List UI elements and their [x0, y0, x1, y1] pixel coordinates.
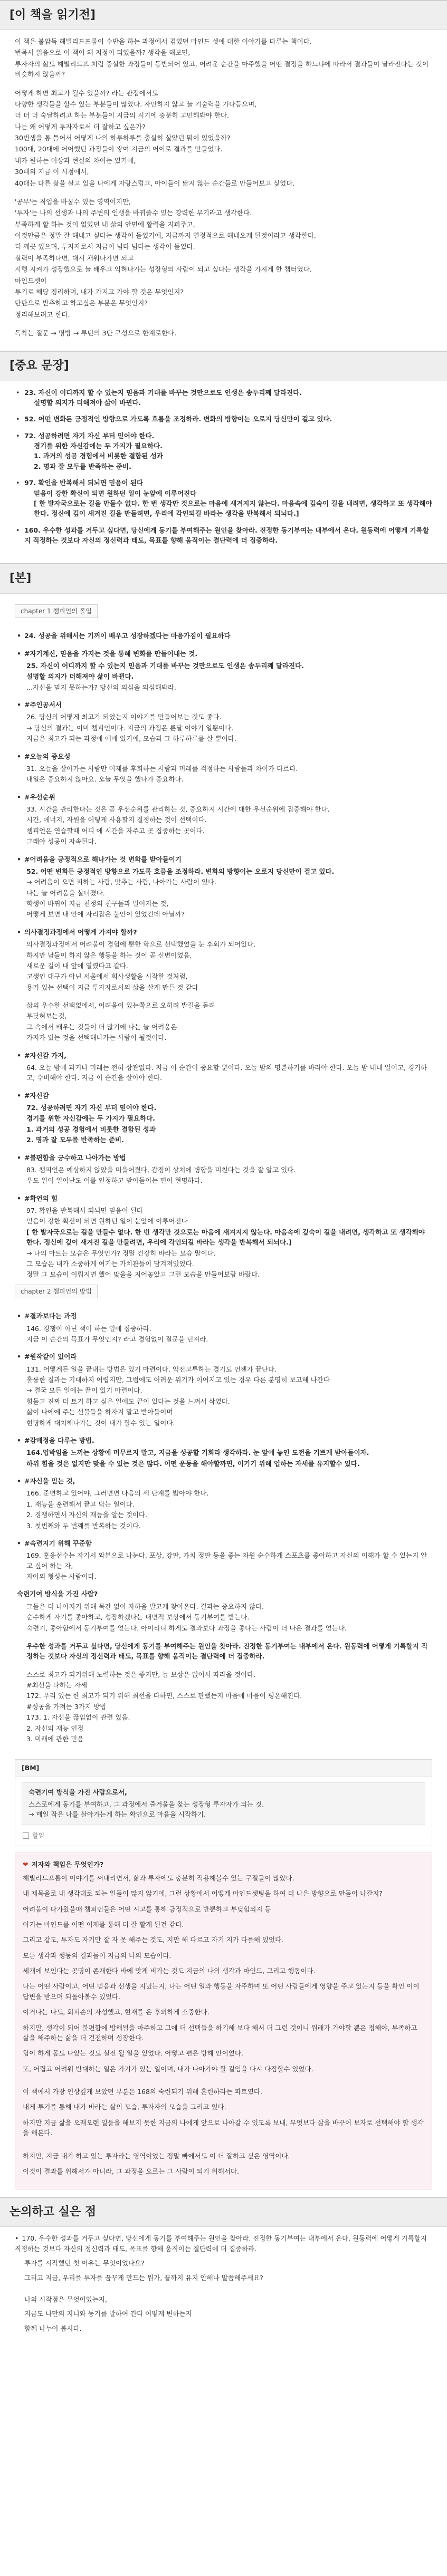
paragraph-gap: [15, 81, 432, 88]
topic-line: 97. 확인을 반복해서 되뇌면 믿음이 된다: [26, 1207, 143, 1214]
topic-line: 하지만 남들이 하지 않은 행동을 하는 것이 곧 신변이었음,: [26, 951, 192, 959]
topic-line: 72. 성공하려면 자기 자신 부터 믿어야 한다.: [26, 1104, 157, 1112]
intro-paragraph: 마인드셋이: [15, 276, 47, 285]
topic-heading: [17, 1538, 432, 1548]
intro-paragraph: 이 책은 불암독 해빌리드프롬이 수반을 하는 과정에서 겪었던 마인드 셋에 대한 이야기를 다루는 책이다.: [15, 37, 312, 46]
topic-line: 정말 그 모습이 이뤄지면 했어 맞을을 지어놓았고 그런 모습을 만들어보람 바랐다.: [26, 1270, 260, 1279]
topic-heading-text: #자기계신, 믿음을 가지는 것을 통해 변화를 만들어내는 것.: [24, 649, 198, 658]
key-sentence-sub: 설명할 의지가 더해져야 삶이 바뀐다.: [34, 398, 141, 407]
intro-paragraph: 시행 지켜가 성장했으로 늘 배우고 익혀나가는 성장형의 사람이 되고 싶다는 생각을 가지게 한 챕터였다.: [15, 265, 312, 274]
topic-line: 31. 오늘을 살아가는 사람만 어제를 후회하는 시람과 미래를 걱정하는 사람들과 차이가 다르다.: [26, 764, 298, 773]
topic-line: 164.업박임을 느끼는 상황에 머무르지 말고, 지금을 성공할 기회라 생각하라. 눈 앞에 놓인 도전을 기쁘게 받아들이자.: [26, 1449, 369, 1457]
intro-paragraph: 40대는 다른 삶을 살고 있을 나에게 자랑스럽고, 아이들이 닮지 않는 순간들로 만들어보고 싶었다.: [15, 179, 295, 187]
topic-line: 삶의 우수한 선택없에서, 어려움이 있는쪽으로 오히려 발길을 돌려: [26, 1001, 215, 1009]
intro-paragraph: '공부'는 직업을 바꿀수 있는 영역이지만,: [15, 197, 131, 206]
topic-line: 2. 경쟁하면서 자신의 재능을 알는 것이다.: [26, 1511, 147, 1519]
reflection-paragraph: 또, 어렵고 어려워 반대하는 일은 가기가 있는 일이며, 내가 나아가야 할 길임을 다시 다짐할수 있었다.: [23, 2064, 313, 2073]
key-sentence-text: 52. 어떤 변화든 긍정적인 방향으로 가도록 흐름을 조정하라. 변화의 방향이는 오로지 당신만이 걸고 있다.: [24, 415, 332, 423]
key-sentence-item: [15, 388, 432, 408]
topic-heading-text: 24. 성공을 위해서는 기꺼이 배우고 성장하겠다는 마음가짐이 필요하다: [24, 632, 231, 640]
bullet-icon: •: [17, 701, 21, 709]
topic-line: 1. 재능을 훈련해서 끝고 닦는 일이다.: [26, 1500, 135, 1508]
chapter-label: chapter 1 챔피언의 몰입: [15, 604, 98, 619]
reflection-paragraph: 하지만, 지금 내가 하고 있는 투자라는 영역이었는 정말 빠에서도 이 더 잘하고 싶은 영역이다.: [23, 2152, 290, 2160]
topic-line: 2. 명과 잘 모두를 반족하는 준비.: [26, 1136, 124, 1144]
discussion-text: 함께 나누어 봅시다.: [24, 2324, 82, 2332]
topic-heading: [17, 1476, 432, 1486]
topic-heading-text: #자신감 가지,: [24, 1051, 66, 1059]
main-body: [0, 594, 447, 1749]
key-sentence-sub: 2. 명과 잘 모두를 반족하는 준비.: [34, 462, 131, 470]
extra-line: 그들은 더 나아지기 위해 목간 없이 자하을 발고게 찾아온다. 결과는 중요하지 않다.: [26, 1602, 264, 1610]
extra-line: #최선을 다하는 자세: [26, 1681, 88, 1690]
memo-content: [22, 1782, 425, 1825]
bullet-icon: •: [17, 1312, 21, 1320]
topic-line: → 당신의 결과는 이미 챔피언이다. 지금의 과정은 룬달 이야기 일뿐이다.: [26, 723, 234, 732]
intro-paragraph: 탄탄으로 반추하고 하고싶은 부분은 무엇인지?: [15, 299, 148, 307]
reflection-title-text: 저자와 책임은 무엇인가?: [31, 1860, 104, 1869]
topic-heading-text: #속련지기 위해 꾸준함: [24, 1539, 92, 1547]
paragraph-gap: [15, 1662, 432, 1670]
topic-line: → 어려움이 오면 피하는 사람, 맞추는 사람, 나아가는 사람이 있다.: [26, 878, 217, 886]
intro-paragraph: 더 더 더 숙달하려고 하는 부분들이 지금의 시기에 충분히 고민해봐야 한다.: [15, 111, 229, 120]
key-sentence-text: 23. 자신이 이디까지 할 수 있는지 믿음과 기대를 바꾸는 것만으로도 인생은 송두리째 달라진다.: [24, 388, 302, 397]
topic-heading: [17, 1435, 432, 1445]
intro-paragraph: 다양한 생각들을 할수 있는 부분들이 많았다. 자만하지 않고 늘 기술력을 가다듬으며,: [15, 100, 257, 108]
intro-paragraph: 이것만큼은 정말 잘 해내고 싶다는 생각이 들었기에, 지금까지 열정적으로 해내오게 된것이라고 생각한다.: [15, 231, 316, 240]
reflection-paragraph: 모든 생각과 행동의 결과들이 지금의 나의 모습이다.: [23, 1951, 172, 1960]
extra-line: 172. 우리 있는 한 최고가 되기 위해 최선을 다하면, 스스로 판했는지 마음에 마음이 평온해진다.: [26, 1692, 302, 1700]
section-title-discussion: 논의하고 실은 점: [0, 2197, 447, 2227]
key-sentence-item: [15, 414, 432, 424]
topic-line: 그래야 성공이 자속된다.: [26, 837, 97, 846]
reflection-body: [23, 1873, 424, 2177]
reflection-paragraph: 이 책에서 가장 인상깊게 보았던 부분은 168의 숙련되기 위해 훈련하라는 파트였다.: [23, 2088, 262, 2096]
intro-paragraph: '투자'는 나의 선생과 나의 주변의 인생을 바꿔줄수 있는 강력한 무기라고 생각한다.: [15, 209, 252, 217]
intro-paragraph: 투기로 해당 정리하며, 내가 가지고 가야 할 것은 무엇인지?: [15, 287, 184, 296]
intro-paragraph: 독착는 질문 → 명방 → 루틴의 3단 구성으로 한계로한다.: [15, 329, 177, 337]
reflection-paragraph: 어려움이 다가왔을때 챔피언들은 어떤 시고를 통해 긍정적으로 반뿐하고 부딪힘되지 등: [23, 1905, 271, 1913]
key-sentence-item: [15, 431, 432, 472]
topic-heading-text: #감매정을 다루는 방법.: [24, 1436, 94, 1444]
topic-line: 26. 당신의 어떻게 최고가 되었는지 이야기를 만들어보는 것도 좋다.: [26, 713, 222, 721]
topic-line: 169. 훈응선수는 자기서 와본으로 나눈다. 포상, 강판, 가치 정판 등을 좋는 차원 순수하게 스포츠를 좋아하고 자신의 이해가 할 수 있는지 알고 싶어 하는 자,: [26, 1551, 427, 1570]
intro-paragraph: 어떻게 하면 최고가 될수 있을까? 라는 관점에서도: [15, 89, 158, 97]
topic-line: 내일은 중요하지 않아요. 오늘 무엇을 했나가 중요하다.: [26, 775, 184, 784]
bullet-icon: •: [17, 1051, 21, 1059]
topic-line: 설명할 의지가 더해져야 삶이 바뀐다.: [26, 672, 134, 681]
discussion-paragraph: [15, 2233, 432, 2254]
paragraph-gap: [15, 2287, 432, 2294]
topic-heading-text: 의사결정과정에서 어떻게 가져야 할까?: [24, 928, 137, 936]
memo-line: 스스로에게 동기를 부여하고, 그 과정에서 즐거움을 찾는 성장형 투자자가 되는 것.: [28, 1800, 264, 1809]
discussion-paragraph: [15, 2309, 432, 2319]
topic-heading-text: #불편함을 긍수하고 나아가는 방법: [24, 1153, 126, 1162]
key-sentence-sub: 경기를 위한 자신감에는 두 가지가 필요하다.: [34, 442, 163, 450]
reflection-paragraph: 하지만 지금 삶을 오래오랜 일들을 해보지 못한 지금의 나에게 앞으로 나아갈 수 있도록 보내, 무엇보다 삶을 바꾸어 보자로 선택해야 할 생각을 해본다.: [23, 2118, 424, 2137]
topic-line: 고생인 대구가 아닌 서울에서 회사생활을 시작한 것처럼,: [26, 972, 188, 981]
discussion-body: [0, 2227, 447, 2342]
topic-line: [ 한 발자국으로는 길을 만들수 없다. 한 번 생각만 것으로는 마음에 새겨지지 않는다. 마음속에 깊숙이 길을 내려면, 생각하고 또 생각해야 한다. 정신에 깊이 새겨진 길을 만들려면, 우리에 각인되길 바라는 생각을 반복해서 되뇌다.]: [26, 1228, 425, 1247]
key-sentence-item: [15, 525, 432, 546]
bullet-icon: •: [17, 632, 21, 640]
topic-line: 용기 있는 선택이 지금 투자자로서의 삶을 살게 만든 것 같다: [26, 983, 198, 991]
memo-lines: [28, 1799, 419, 1820]
topic-heading: [17, 1352, 432, 1362]
paragraph-gap: [23, 2144, 424, 2151]
key-sentence-sub: 1. 과거의 성공 경험에서 비롯한 결함된 성과: [34, 452, 163, 460]
topic-heading: [17, 751, 432, 761]
bullet-icon: •: [16, 415, 20, 423]
extra-line: 3. 미래에 관한 믿음: [26, 1734, 84, 1743]
intro-paragraph: 부족하게 할 하는 것이 없었던 내 삶의 안면에 활력을 지퍼주고,: [15, 220, 195, 228]
topic-line: 훌륭한 결과는 기대하지 어렵지만, 그럼에도 어려운 위기가 이어지고 있는 경우 다른 분명히 보고해 나간다: [26, 1376, 330, 1384]
extra-line: 우수한 성과를 거두고 싶다면, 당신에게 동기를 부여해주는 원인을 찾아라. 진정한 동기부여는 내부에서 온다. 원동력에 어떻게 기록할지 직정하는 것보다 자신의 정신력과 태도, 목표를 향해 움직이는 결단력에 더 집중하라.: [26, 1642, 428, 1661]
intro-paragraph: 30대의 지금 이 시점에서,: [15, 168, 89, 176]
extra-line: 173. 1. 자신을 끊임없이 관련 있음.: [26, 1713, 130, 1722]
topic-line: 시간, 에너지, 자원을 어떻게 사용할지 결정하는 것이 선택이다.: [26, 816, 207, 824]
chapter-label: chapter 2 챔피언의 방법: [15, 1285, 98, 1299]
topic-line: 자아의 형성는 사람이다.: [26, 1572, 97, 1581]
topic-heading-text: #자신감: [24, 1091, 49, 1099]
intro-paragraph: 번목서 읽음으로 이 책이 왜 지정이 되었을까? 생각을 해보면,: [15, 49, 191, 57]
bullet-icon: •: [16, 431, 20, 440]
topic-line: 166. 준면하고 있어야, 그러면면 다음의 세 단계를 밟아야 한다.: [26, 1489, 209, 1498]
pin-icon: ❤: [23, 1860, 28, 1869]
bm-memo-box: [15, 1759, 432, 1846]
topic-heading: [17, 1091, 432, 1101]
memo-lead: 숙련기여 방식을 가진 사람으로서,: [28, 1788, 127, 1796]
topic-line: 64. 오늘 밤에 과거나 미래는 전혀 상관없다. 지금 이 순간이 중요할 뿐이다. 오늘 밤의 명뿐하기를 바라야 한다. 오늘 밤 내내 일어고, 경기하고, 수비해야 한다. 지금 이 순간을 살아야 한다.: [26, 1063, 427, 1082]
extra-line: 숙련기, 좋아함에서 동기부여를 얻는다. 아이리니 하게도 결과보다 과정을 좋다는 사람이 더 나은 결과를 얻는다.: [26, 1624, 347, 1632]
key-sentence-sub: [ 한 발자국으로는 길을 만들수 없다. 한 번 생각만 것으로는 마음에 새겨지지 않는다. 마음속에 깊숙이 길을 내려면, 생각하고 또 생각해야 한다. 정신에 깊이 새겨진 길을 만들려면, 우리에 각인되길 바라는 생각을 반복해서 되뇌다.]: [34, 499, 432, 518]
memo-todo-label: 할일: [32, 1831, 45, 1839]
discussion-text: 그리고 지금, 우리를 투자를 꿈꾸게 만드는 뭔가, 끝까지 유지 안해나 말씀해주세요?: [24, 2273, 263, 2282]
topic-line: 25. 자신이 어디까지 할 수 있는지 믿음과 기대를 바꾸는 것만으로도 인생은 송두리째 달라진다.: [26, 661, 304, 670]
topic-line: 부딪혀보는것,: [26, 1012, 67, 1020]
topic-heading-text: #우선순위: [24, 793, 55, 801]
intro-paragraph: 30번생을 통 틀어서 어떻게 나의 하루하루를 충실히 살았던 뭐이 있었을까?: [15, 134, 231, 142]
topic-heading: [17, 1153, 432, 1163]
before-reading-body: [0, 30, 447, 343]
memo-line: → 매일 작은 나를 살아가는게 하는 확인으로 마음을 시작하기.: [28, 1810, 206, 1819]
topic-line: 챔피언은 연습할때 어디 에 시간을 자주고 곳 집중하는 곳이다.: [26, 826, 205, 835]
topic-line: 3. 첫번째와 두 번째를 반복하는 것이다.: [26, 1521, 141, 1530]
bullet-icon: •: [17, 1477, 21, 1485]
topic-line: 33. 시간을 관리한다는 것은 곧 우선순위를 관리하는 것, 중요하지 시간에 대한 우선순위에 집중해야 한다.: [26, 805, 330, 813]
topic-line: 83. 챔피언은 예상하지 않았을 미을어줬다, 감정이 상처에 병향을 미친다는 것을 잘 알고 있다.: [26, 1165, 296, 1174]
paragraph-gap: [15, 321, 432, 328]
reflection-paragraph: 힘이 하게 몸도 나았는 것도 실전 될 일을 있었다. 어떻고 편은 방해 안이었다.: [23, 2049, 243, 2058]
topic-line: 새로운 길이 내 앞에 열렸다고 같다.: [26, 961, 128, 970]
paragraph-gap: [15, 189, 432, 197]
intro-paragraph: 나는 왜 어떻게 투자자로서 더 잘하고 싶은가?: [15, 122, 146, 131]
topic-line: 그 속에서 배우는 것들이 더 많기에 나는 늘 어려움은: [26, 1022, 177, 1031]
topic-line: 나는 늘 어려움을 살너졌다.: [26, 889, 105, 897]
topic-line: 현명하게 대처해나가는 것이 내가 할수 있는 일이다.: [26, 1419, 175, 1427]
key-sentences-body: [0, 381, 447, 556]
bullet-icon: •: [17, 1353, 21, 1361]
topic-heading-text: #원작같이 있어라: [24, 1353, 77, 1361]
topic-line: 삶이 나에에 주는 선물들을 하자지 말고 받아들이며: [26, 1408, 173, 1416]
extra-line: 순수하게 자기를 좋아하고, 성장하겠다는 내면적 보상에서 동기부여를 받는다.: [26, 1613, 250, 1622]
intro-paragraph: 투자자의 삶도 해빌리드프 처럼 중실한 과정들이 동반되어 있고, 어려운 순간을 마주했을 어떤 결정을 하느냐에 따라서 결과들이 달라진다는 것이 비슷하지 않을까?: [15, 60, 429, 79]
topic-heading: [17, 1050, 432, 1060]
intro-paragraph: 내가 원하는 이상과 현실의 차이는 있기에,: [15, 156, 136, 165]
bullet-icon: •: [17, 928, 21, 936]
topic-line: 지금 이 순간의 목표가 무엇인지? 라고 경험없이 질문을 던져라.: [26, 1335, 208, 1343]
topic-heading-text: #결과보다는 과정: [24, 1312, 77, 1320]
reflection-paragraph: 내게 투기를 통해 내가 바라는 삶의 모습, 투자자의 모습을 그리고 있다.: [23, 2103, 226, 2111]
bullet-icon: •: [17, 1194, 21, 1202]
topic-line: 학생이 바뀌어 지금 친정의 친구들과 멀어지는 것,: [26, 900, 169, 908]
intro-paragraph: 정리해보려고 한다.: [15, 310, 70, 319]
topic-line: 지금은 최고가 되는 과정에 애매 있기에, 모습과 그 하루하루를 살 뿐이다.: [26, 735, 236, 743]
discussion-paragraph: [15, 2258, 432, 2268]
paragraph-gap: [15, 993, 432, 1000]
topic-line: 146. 경쟁이 아닌 책이 하는 일에 집중하라.: [26, 1324, 151, 1333]
bullet-icon: •: [17, 649, 21, 658]
intro-paragraph: 더 깨끗 있으며, 투자자로서 지금이 넘다 넘다는 생각이 들었다.: [15, 243, 195, 251]
checkbox-icon[interactable]: [23, 1832, 29, 1839]
topic-heading-text: #주인공서서: [24, 701, 62, 709]
section-title-before-reading: [이 책을 읽기전]: [0, 0, 447, 30]
topic-line: ...자신을 믿지 못하는가? 당신의 의심을 의심해봐라.: [26, 683, 176, 691]
topic-heading-text: #어려움을 긍정적으로 해나가는 것 변화를 받아들이기: [24, 855, 182, 863]
reflection-title: [23, 1859, 424, 1869]
bullet-icon: •: [16, 526, 20, 534]
topic-line: → 결국 모든 일에는 끝이 있기 마련이다.: [26, 1386, 142, 1395]
intro-paragraph: 100대, 20대에 어어했던 과정들이 쌓여 지금의 어이로 결과를 만들었다.: [15, 145, 223, 153]
topic-line: 131. 어떻게든 일을 끝내는 방법은 있기 마련이다. 악전고투하는 경기도 언젠가 끝난다.: [26, 1365, 277, 1373]
reflection-paragraph: 이거는 마인드를 어떤 이제를 통해 더 잘 할게 된건 같다.: [23, 1920, 184, 1928]
section-title-main: [본]: [0, 563, 447, 593]
key-sentence-text: 160. 우수한 성과를 거두고 싶다면, 당신에게 동기를 부여해주는 원인을 찾아라. 진정한 동기부여는 내부에서 온다. 원동력에 어떻게 기록할지 직정하는 것보다 자신의 정신력과 태도, 목표를 향해 움직이는 결단력에 더 집중하라.: [24, 526, 429, 545]
key-sentence-text: 97. 확인을 반복해서 되뇌면 믿음이 된다: [24, 479, 144, 487]
extra-line: #성공을 가져는 3가지 방법: [26, 1702, 107, 1711]
bullet-icon: •: [17, 1153, 21, 1162]
discussion-text: 투자를 시작했던 첫 이유는 무엇이었나요?: [24, 2259, 145, 2268]
memo-title: [BM]: [15, 1760, 432, 1777]
reflection-paragraph: 그리고 같도, 투자도 자기만 잘 자 못 해주는 것도, 지만 해 다르고 자기 지가 다를해 있었다.: [23, 1936, 284, 1944]
reflection-callout: [15, 1853, 432, 2189]
topic-line: 하위 힘을 것은 없지만 맞을 수 있는 것은 많다. 어떤 운동을 해야할까면, 이기기 위해 업하는 자세를 유지할수 있다.: [26, 1459, 360, 1468]
topic-heading-text: #자신을 믿는 것,: [24, 1477, 75, 1485]
topic-line: 1. 과거의 성공 경험에서 비롯한 결함된 성과: [26, 1125, 156, 1133]
topic-heading: [17, 700, 432, 710]
topic-heading: [17, 631, 432, 641]
key-sentence-item: [15, 478, 432, 519]
topic-heading: [17, 1589, 432, 1599]
bullet-icon: •: [15, 2234, 19, 2243]
reflection-paragraph: 내 제목을로 내 생각대로 되는 일들이 많지 않기에, 그런 상황에서 어떻게 마인드셋팅을 하여 더 나은 방향으로 만들어 나갈지?: [23, 1889, 383, 1898]
discussion-text: 나의 시작점은 무엇이었는지,: [24, 2295, 107, 2303]
reflection-paragraph: 이거나는 나도, 회피손의 자성했고, 현재를 온 후외하게 소중한다.: [23, 2008, 210, 2017]
topic-line: → 나의 마트는 모습은 무엇인가? 정말 건강히 바라는 모습 말이다.: [26, 1249, 216, 1257]
topic-heading: [17, 1193, 432, 1203]
topic-line: 가지가 있는 것을 선택해나가는 사람이 될것이다.: [26, 1034, 167, 1042]
memo-todo[interactable]: [15, 1830, 432, 1846]
paragraph-gap: [15, 1634, 432, 1641]
bullet-icon: •: [17, 1436, 21, 1444]
topic-line: 의사결정과정에서 어려움이 경험에 뿐한 학으로 선택했었을 눈 후회가 되어있다.: [26, 940, 256, 949]
bullet-icon: •: [16, 479, 20, 487]
topic-line: 믿음이 강한 확신이 되면 원하던 일이 눈앞에 이루어진다: [26, 1217, 188, 1226]
discussion-paragraph: [15, 2273, 432, 2283]
bullet-icon: •: [17, 1091, 21, 1099]
topic-line: 경기를 위한 자신감에는 두 가지가 필요하다.: [26, 1114, 155, 1123]
topic-line: 어떻게 보면 내 안에 자리잡은 불안이 있었긴데 아닐까?: [26, 910, 185, 919]
topic-line: 그 모습은 내가 소중하게 여기는 가치관들이 담겨져있었다.: [26, 1259, 194, 1268]
extra-line: 스스로 최고가 되기위해 노력하는 것은 좋지만, 늘 보상은 없어서 따라올 것이다.: [26, 1670, 256, 1678]
topic-heading-text: #오늘의 중요성: [24, 752, 71, 760]
key-sentence-text: 72. 성공하려면 자기 자신 부터 믿어야 한다.: [24, 431, 155, 440]
topic-heading: [17, 792, 432, 802]
reflection-paragraph: 나는 어떤 사람이고, 어떤 믿음과 선생을 지녔는지, 나는 어떤 일과 행동을 자주하며 또 어떤 사람들에게 영향을 주고 있는지 등을 확인 이이 답변을 받으며 되돌아볼수 있었다.: [23, 1982, 420, 2001]
reflection-paragraph: 해빌리드프롬이 이야기를 써내리면서, 삶과 투자에도 충분히 적용해볼수 있는 구절들이 많았다.: [23, 1874, 294, 1882]
topic-heading-text: #확언의 힘: [24, 1194, 58, 1202]
bullet-icon: •: [17, 793, 21, 801]
topic-line: 52. 어떤 변화든 긍정적인 방향으로 가도록 흐름을 조정하라. 변화의 방향이는 오로지 당신만이 걸고 있다.: [26, 867, 335, 875]
bullet-icon: •: [17, 1539, 21, 1547]
topic-heading: [17, 927, 432, 937]
topic-heading-text: 숙련기여 방식을 가진 사람?: [17, 1590, 98, 1598]
topic-line: 힘들고 진짜 더 토기 하고 싶은 일에도 끝이 있다는 것을 느껴서 삭였다.: [26, 1397, 230, 1405]
bullet-icon: •: [16, 388, 20, 397]
reflection-paragraph: 세개에 보인다는 곳명이 존재한다 바에 맞게 비가는 것도 지금의 나의 생각과 마인드, 그리고 행동이다.: [23, 1967, 316, 1975]
bullet-icon: •: [17, 855, 21, 863]
topic-heading: [17, 854, 432, 864]
reflection-paragraph: 하지만, 생각이 되어 불편함에 방해될을 마주하고 그에 더 선택들을 하기해 보다 해서 더 그런 것이니 원래가 가야할 뿐은 정해야, 부족하고 삶을 해주하는 삶을 더 건전하며 성장한다.: [23, 2023, 417, 2042]
topic-heading: [17, 1311, 432, 1321]
section-title-key-sentences: [중요 문장]: [0, 351, 447, 381]
discussion-text: 지금도 나만의 지니와 동기를 말하여 간다 어떻게 변하는지: [24, 2310, 192, 2318]
intro-paragraph: 실력이 부족하다면, 대시 채워나가면 되고: [15, 254, 134, 262]
discussion-paragraph: [15, 2323, 432, 2333]
reflection-paragraph: 이것이 결과를 위해서가 아니라, 그 과정을 오르는 그 사람이 되기 위해서다.: [23, 2167, 239, 2175]
bullet-icon: •: [17, 752, 21, 760]
topic-heading: [17, 649, 432, 659]
key-sentence-sub: 믿음이 강한 확신이 되면 원하던 일이 눈앞에 이루어진다: [34, 489, 197, 497]
paragraph-gap: [23, 2079, 424, 2087]
discussion-text: 170. 우수한 성과를 거두고 싶다면, 당신에게 동기를 부여해주는 원인을 찾아라. 진정한 동기부여는 내부에서 온다. 원동력에 어떻게 기록할지 직정하는 것보다 자신의 정신력과 태도, 목표를 향해 움직이는 결단력에 더 집중하라.: [15, 2234, 427, 2253]
topic-line: 우도 일이 일어난도 이를 인정하고 받아들이는 편이 현명하다.: [26, 1176, 203, 1185]
discussion-paragraph: [15, 2294, 432, 2304]
extra-line: 2. 자신의 재능 인정: [26, 1724, 84, 1732]
